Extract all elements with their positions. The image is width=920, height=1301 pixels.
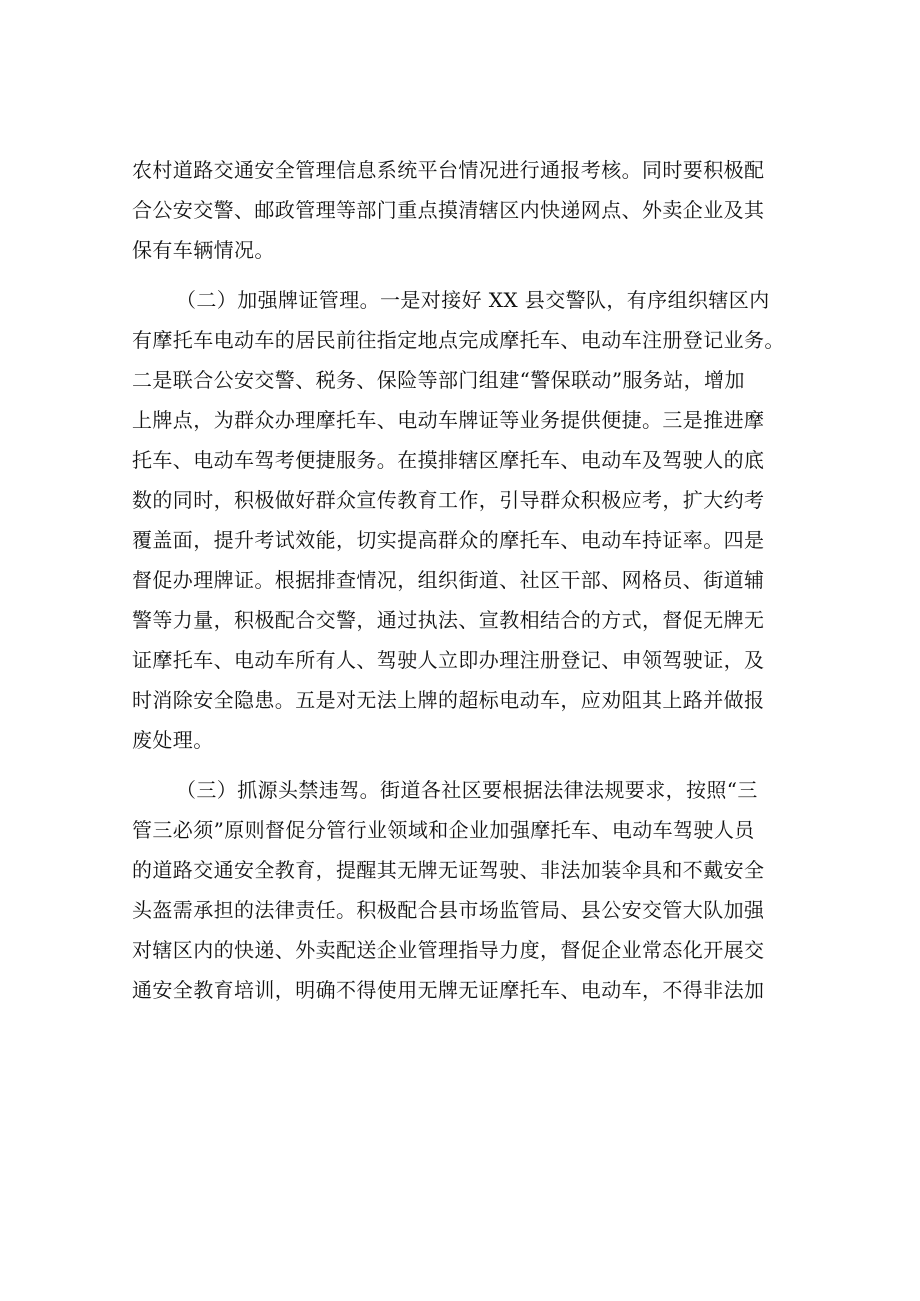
text-line: 通安全教育培训，明确不得使用无牌无证摩托车、电动车，不得非法加 [132,978,765,1002]
paragraph-spacer [132,760,792,770]
text-line: 覆盖面，提升考试效能，切实提高群众的摩托车、电动车持证率。四是 [132,528,765,552]
text-line: 上牌点，为群众办理摩托车、电动车牌证等业务提供便捷。三是推进摩 [132,408,765,432]
document-body [132,150,792,1010]
text-line: 有摩托车电动车的居民前往指定地点完成摩托车、电动车注册登记业务。 [132,328,785,352]
text-line: 警等力量，积极配合交警，通过执法、宣教相结合的方式，督促无牌无 [132,608,765,632]
text-line: 保有车辆情况。 [132,238,275,262]
text-line: 二是联合公安交警、税务、保险等部门组建“警保联动”服务站，增加 [132,368,745,392]
text-line: 托车、电动车驾考便捷服务。在摸排辖区摩托车、电动车及驾驶人的底 [132,448,765,472]
text-line: 管三必须”原则督促分管行业领域和企业加强摩托车、电动车驾驶人员 [132,818,755,842]
text-line: 证摩托车、电动车所有人、驾驶人立即办理注册登记、申领驾驶证，及 [132,648,765,672]
text-line: 头盔需承担的法律责任。积极配合县市场监管局、县公安交管大队加强 [132,898,765,922]
text-line: 督促办理牌证。根据排查情况，组织街道、社区干部、网格员、街道辅 [132,568,765,592]
text-line: （三）抓源头禁违驾。街道各社区要根据法律法规要求，按照“三 [176,778,758,802]
paragraph-1 [132,150,792,270]
text-line: 的道路交通安全教育，提醒其无牌无证驾驶、非法加装伞具和不戴安全 [132,858,765,882]
text-line: 农村道路交通安全管理信息系统平台情况进行通报考核。同时要积极配 [132,158,765,182]
paragraph-2 [132,280,792,760]
text-line: 数的同时，积极做好群众宣传教育工作，引导群众积极应考，扩大约考 [132,488,765,512]
paragraph-3 [132,770,792,1010]
paragraph-spacer [132,270,792,280]
text-line: 合公安交警、邮政管理等部门重点摸清辖区内快递网点、外卖企业及其 [132,198,765,222]
text-line: （二）加强牌证管理。一是对接好 XX 县交警队，有序组织辖区内 [176,288,770,312]
text-line: 对辖区内的快递、外卖配送企业管理指导力度，督促企业常态化开展交 [132,938,765,962]
text-line: 时消除安全隐患。五是对无法上牌的超标电动车，应劝阻其上路并做报 [132,688,765,712]
text-line: 废处理。 [132,728,214,752]
